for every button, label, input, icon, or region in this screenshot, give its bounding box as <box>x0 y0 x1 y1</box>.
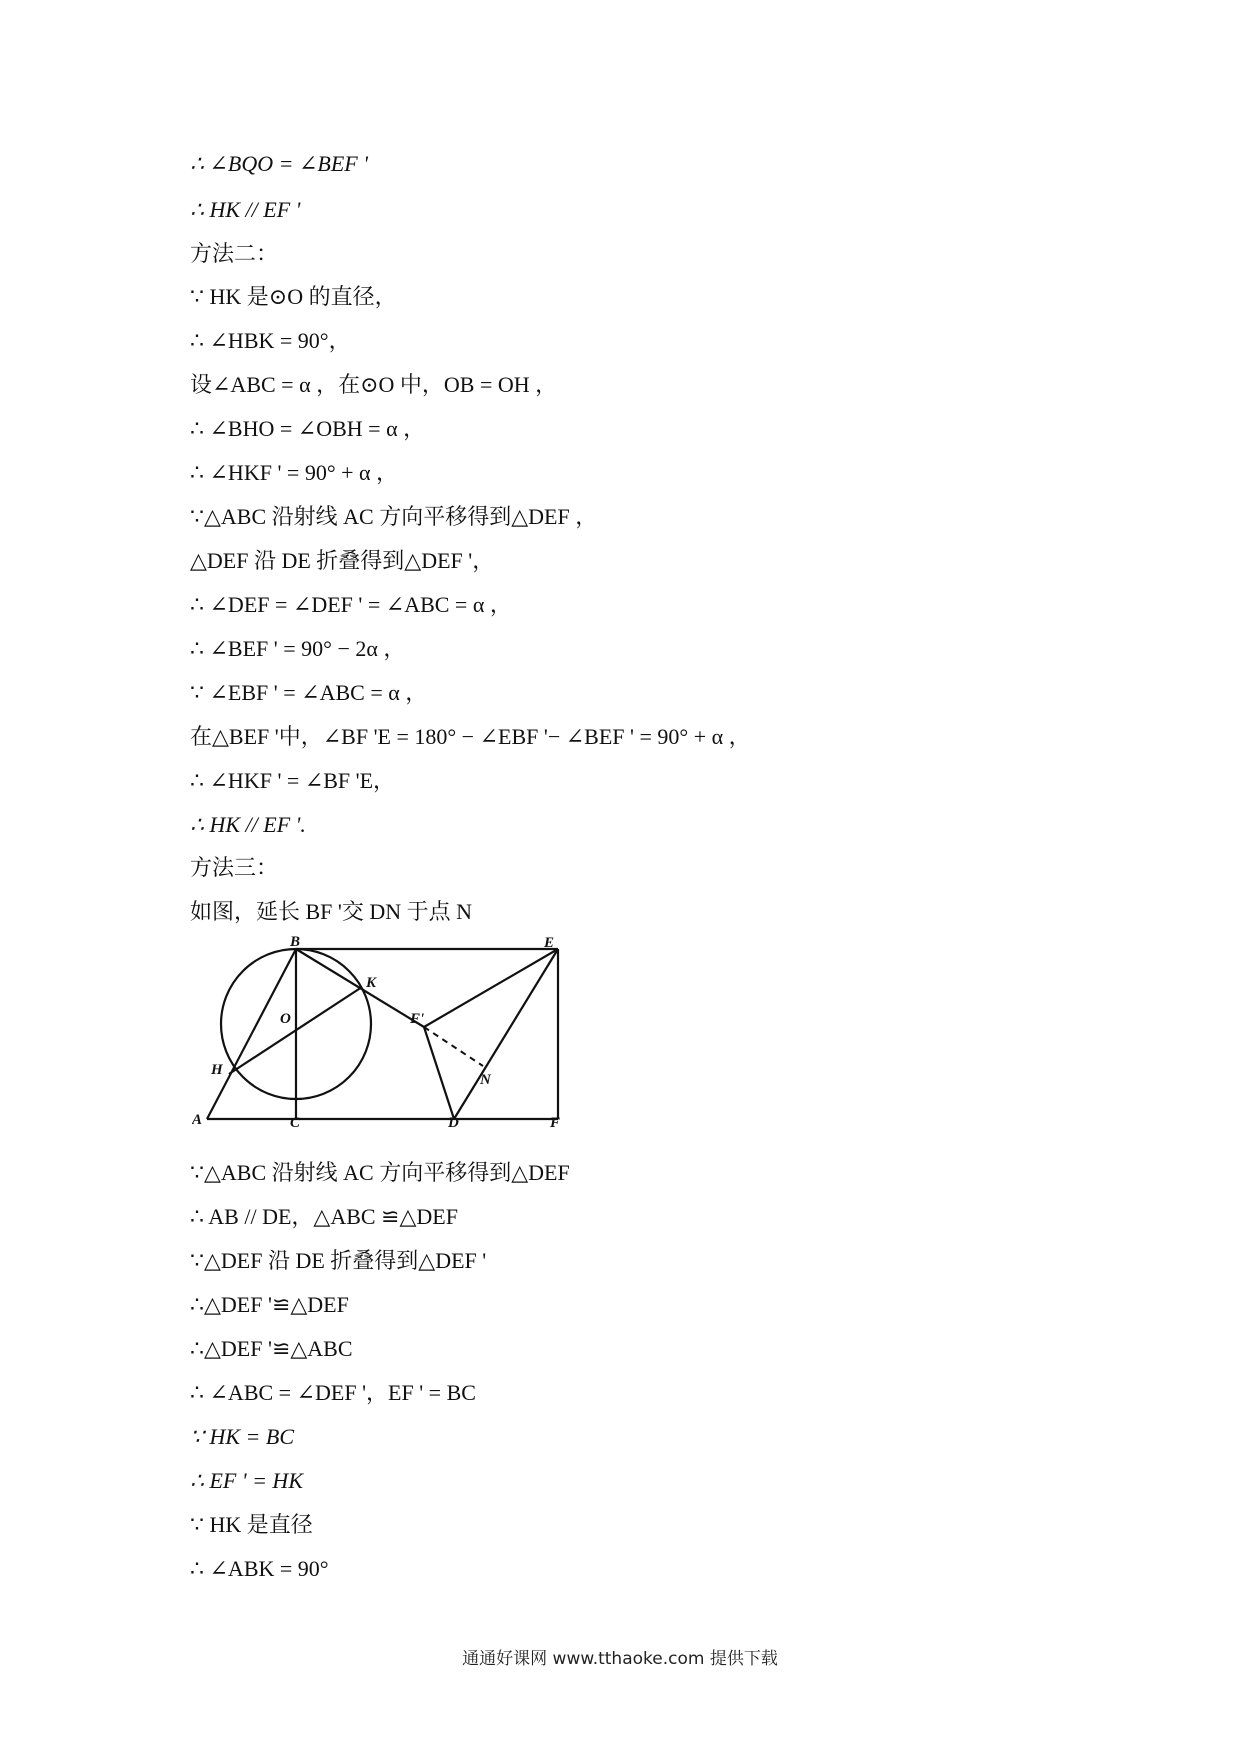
text-line: ∴ ∠HKF ' = 90° + α ， <box>190 460 399 485</box>
segment-fpd <box>424 1027 454 1119</box>
text-line: ∴ ∠ABK = 90° <box>190 1556 329 1581</box>
segment-efp <box>424 949 558 1027</box>
text-line: ∴ ∠HBK = 90°， <box>190 328 351 353</box>
text-line: ∴△DEF '≌△DEF <box>190 1292 349 1317</box>
segment-de <box>454 949 558 1119</box>
text-line: ∴ AB // DE，△ABC ≌△DEF <box>190 1204 458 1229</box>
segment-bfp <box>296 949 424 1027</box>
label-h: H <box>211 1062 223 1078</box>
text-line: ∵ HK 是直径 <box>190 1512 313 1537</box>
section-heading: 方法三： <box>190 855 279 880</box>
text-line: 在△BEF '中，∠BF 'E = 180° − ∠EBF '− ∠BEF ' = 90° + α ， <box>190 724 751 749</box>
text-line: ∵ ∠EBF ' = ∠ABC = α ， <box>190 680 428 705</box>
text-line: ∴ EF ' = HK <box>190 1468 303 1493</box>
section-heading: 方法二： <box>190 241 279 266</box>
segment-fpn-dashed <box>424 1027 483 1066</box>
text-line: ∵△DEF 沿 DE 折叠得到△DEF ' <box>190 1248 487 1273</box>
text-line: ∴ ∠BEF ' = 90° − 2α ， <box>190 636 406 661</box>
label-k: K <box>366 975 377 991</box>
text-line: ∴ HK // EF '. <box>190 812 306 837</box>
label-e: E <box>544 935 555 951</box>
label-b: B <box>290 935 301 950</box>
label-c: C <box>290 1115 301 1130</box>
label-f: F <box>550 1115 561 1130</box>
text-line: ∵ HK 是⊙O 的直径， <box>190 284 397 309</box>
text-line: ∴ ∠BHO = ∠OBH = α ， <box>190 416 426 441</box>
label-o: O <box>280 1011 291 1027</box>
text-line: ∵△ABC 沿射线 AC 方向平移得到△DEF <box>190 1160 570 1185</box>
text-line: ∵ HK = BC <box>190 1424 295 1449</box>
label-a: A <box>192 1112 203 1128</box>
text-line: ∴ ∠HKF ' = ∠BF 'E， <box>190 768 396 793</box>
text-line: 如图，延长 BF '交 DN 于点 N <box>190 899 473 924</box>
text-line: ∵△ABC 沿射线 AC 方向平移得到△DEF ， <box>190 504 598 529</box>
text-line: ∴ HK // EF ' <box>190 197 301 222</box>
text-line: △DEF 沿 DE 折叠得到△DEF '， <box>190 548 495 573</box>
text-line: ∴△DEF '≌△ABC <box>190 1336 353 1361</box>
label-n: N <box>480 1072 491 1088</box>
geometry-figure <box>192 935 572 1130</box>
text-line: ∴ ∠DEF = ∠DEF ' = ∠ABC = α ， <box>190 592 512 617</box>
page-footer: 通通好课网 www.tthaoke.com 提供下载 <box>462 1649 778 1669</box>
label-fprime: F' <box>410 1011 425 1027</box>
text-line: ∴ ∠BQO = ∠BEF ' <box>190 151 368 176</box>
text-line: ∴ ∠ABC = ∠DEF '，EF ' = BC <box>190 1380 476 1405</box>
segment-ab <box>207 949 296 1119</box>
text-line: 设∠ABC = α ，在⊙O 中，OB = OH ， <box>190 372 558 397</box>
label-d: D <box>448 1115 459 1130</box>
